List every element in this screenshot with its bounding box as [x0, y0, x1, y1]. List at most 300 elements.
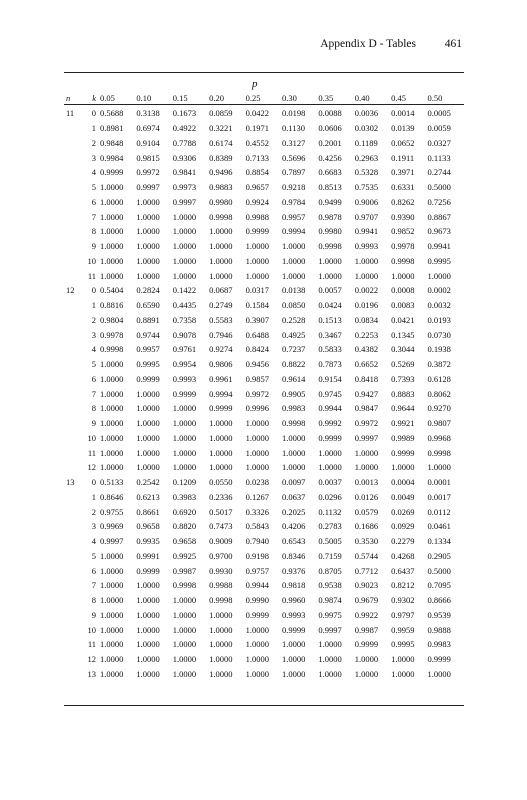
n-cell [64, 342, 80, 357]
value-cell: 0.2824 [136, 285, 160, 296]
k-cell: 7 [91, 580, 96, 591]
table-row [64, 180, 464, 195]
value-cell: 0.9957 [136, 344, 160, 355]
value-cell: 0.8816 [100, 300, 124, 311]
table-row [64, 372, 464, 387]
value-cell: 0.9972 [136, 167, 160, 178]
value-cell: 1.0000 [172, 447, 197, 458]
value-cell: 0.5000 [427, 565, 451, 576]
value-cell: 1.0000 [100, 255, 124, 266]
value-cell: 0.9390 [391, 211, 415, 222]
k-cell: 5 [91, 550, 96, 561]
value-cell: 1.0000 [427, 462, 451, 473]
value-cell: 1.0000 [100, 359, 124, 370]
value-cell: 0.0834 [354, 314, 379, 325]
value-cell: 0.6652 [354, 359, 379, 370]
value-cell: 1.0000 [100, 226, 124, 237]
value-cell: 0.9944 [245, 580, 269, 591]
value-cell: 1.0000 [172, 403, 197, 414]
value-cell: 1.0000 [100, 373, 124, 384]
n-cell [64, 431, 80, 446]
value-cell: 0.9270 [427, 403, 451, 414]
value-cell: 1.0000 [318, 462, 342, 473]
value-cell: 0.0037 [318, 477, 342, 488]
value-cell: 0.8705 [318, 565, 342, 576]
value-cell: 0.9993 [281, 609, 306, 620]
value-cell: 0.8867 [427, 211, 451, 222]
k-header: k [92, 92, 96, 103]
n-cell [64, 313, 80, 328]
value-cell: 0.7133 [245, 152, 269, 163]
value-cell: 0.0859 [209, 108, 233, 119]
value-cell: 1.0000 [172, 609, 197, 620]
value-cell: 0.6920 [172, 506, 197, 517]
value-cell: 0.5843 [245, 521, 269, 532]
value-cell: 0.0112 [427, 506, 451, 517]
n-cell [64, 209, 80, 224]
value-cell: 0.9998 [100, 344, 124, 355]
value-cell: 1.0000 [100, 270, 124, 281]
table-row [64, 534, 464, 549]
value-cell: 0.0550 [209, 477, 233, 488]
n-cell [64, 180, 80, 195]
value-cell: 1.0000 [100, 550, 124, 561]
value-cell: 0.9999 [209, 403, 233, 414]
value-cell: 0.0850 [281, 300, 306, 311]
value-cell: 0.9972 [354, 418, 379, 429]
value-cell: 0.0327 [427, 137, 451, 148]
k-cell: 10 [87, 624, 96, 635]
table-row [64, 401, 464, 416]
value-cell: 0.8891 [136, 314, 160, 325]
value-cell: 0.2001 [318, 137, 342, 148]
value-cell: 0.9941 [427, 241, 451, 252]
value-cell: 1.0000 [136, 624, 160, 635]
n-cell [64, 386, 80, 401]
running-header [64, 38, 462, 54]
value-cell: 0.7473 [209, 521, 233, 532]
value-cell: 0.9930 [209, 565, 233, 576]
p-header: 0.35 [318, 92, 334, 103]
value-cell: 0.9644 [391, 403, 415, 414]
value-cell: 1.0000 [172, 462, 197, 473]
value-cell: 0.2542 [136, 477, 160, 488]
value-cell: 0.6331 [391, 182, 415, 193]
value-cell: 1.0000 [100, 432, 124, 443]
value-cell: 1.0000 [136, 609, 160, 620]
value-cell: 0.9941 [354, 226, 379, 237]
value-cell: 1.0000 [172, 211, 197, 222]
n-cell [64, 224, 80, 239]
value-cell: 0.9975 [318, 609, 342, 620]
value-cell: 0.0929 [391, 521, 415, 532]
table-row [64, 386, 464, 401]
value-cell: 1.0000 [136, 241, 160, 252]
value-cell: 1.0000 [100, 388, 124, 399]
value-cell: 0.8822 [281, 359, 306, 370]
n-cell [64, 165, 80, 180]
value-cell: 1.0000 [172, 639, 197, 650]
value-cell: 0.9807 [427, 418, 451, 429]
value-cell: 1.0000 [281, 639, 306, 650]
header-rule [64, 104, 464, 105]
k-cell: 2 [91, 137, 96, 148]
value-cell: 0.9995 [136, 359, 160, 370]
value-cell: 0.1132 [318, 506, 342, 517]
value-cell: 0.0637 [281, 491, 306, 502]
n-cell [64, 593, 80, 608]
value-cell: 1.0000 [136, 226, 160, 237]
value-cell: 1.0000 [354, 270, 379, 281]
table-row [64, 667, 464, 682]
n-cell [64, 136, 80, 151]
value-cell: 0.9944 [318, 403, 342, 414]
n-cell [64, 327, 80, 342]
value-cell: 0.9983 [281, 403, 306, 414]
value-cell: 0.0057 [318, 285, 342, 296]
k-cell: 12 [87, 654, 96, 665]
p-header: 0.15 [172, 92, 188, 103]
value-cell: 1.0000 [281, 654, 306, 665]
value-cell: 0.2963 [354, 152, 379, 163]
value-cell: 1.0000 [100, 639, 124, 650]
table-row [64, 106, 464, 121]
value-cell: 0.9078 [172, 329, 197, 340]
value-cell: 0.9959 [391, 624, 415, 635]
value-cell: 0.1513 [318, 314, 342, 325]
value-cell: 0.7159 [318, 550, 342, 561]
n-cell [64, 357, 80, 372]
p-header: 0.45 [391, 92, 406, 103]
value-cell: 0.9997 [100, 536, 124, 547]
k-cell: 0 [91, 285, 96, 296]
table-row [64, 593, 464, 608]
k-cell: 8 [91, 403, 96, 414]
value-cell: 1.0000 [245, 624, 269, 635]
value-cell: 0.9755 [100, 506, 124, 517]
k-cell: 11 [87, 447, 96, 458]
value-cell: 0.6590 [136, 300, 160, 311]
value-cell: 1.0000 [281, 447, 306, 458]
value-cell: 0.1334 [427, 536, 451, 547]
value-cell: 0.9998 [172, 580, 197, 591]
n-cell [64, 150, 80, 165]
value-cell: 1.0000 [209, 432, 233, 443]
value-cell: 0.1130 [281, 123, 306, 134]
n-cell [64, 504, 80, 519]
value-cell: 0.5000 [427, 182, 451, 193]
value-cell: 0.9538 [318, 580, 342, 591]
n-cell [64, 372, 80, 387]
table-row [64, 504, 464, 519]
n-cell: 11 [66, 108, 75, 119]
value-cell: 0.2253 [354, 329, 379, 340]
header-title: Appendix D - Tables [320, 38, 416, 50]
value-cell: 0.4552 [245, 137, 269, 148]
value-cell: 0.9658 [136, 521, 160, 532]
value-cell: 1.0000 [209, 462, 233, 473]
value-cell: 0.0198 [281, 108, 306, 119]
value-cell: 1.0000 [209, 447, 233, 458]
table-row [64, 195, 464, 210]
value-cell: 0.3044 [391, 344, 415, 355]
value-cell: 1.0000 [136, 196, 160, 207]
table-row [64, 136, 464, 151]
value-cell: 0.4256 [318, 152, 342, 163]
k-cell: 7 [91, 211, 96, 222]
value-cell: 0.9745 [318, 388, 342, 399]
value-cell: 0.0008 [391, 285, 415, 296]
table-row [64, 578, 464, 593]
value-cell: 0.1209 [172, 477, 197, 488]
value-cell: 1.0000 [100, 654, 124, 665]
value-cell: 1.0000 [100, 403, 124, 414]
value-cell: 0.9957 [281, 211, 306, 222]
value-cell: 0.6128 [427, 373, 451, 384]
value-cell: 0.3907 [245, 314, 269, 325]
value-cell: 0.9960 [281, 595, 306, 606]
value-cell: 0.9496 [209, 167, 233, 178]
value-cell: 0.8262 [391, 196, 415, 207]
value-cell: 1.0000 [136, 580, 160, 591]
value-cell: 0.0049 [391, 491, 415, 502]
value-cell: 0.9456 [245, 359, 269, 370]
value-cell: 0.0097 [281, 477, 306, 488]
value-cell: 1.0000 [281, 462, 306, 473]
value-cell: 0.3127 [281, 137, 306, 148]
table-row [64, 519, 464, 534]
n-cell [64, 298, 80, 313]
value-cell: 0.8424 [245, 344, 269, 355]
value-cell: 0.7712 [354, 565, 379, 576]
value-cell: 0.9997 [172, 196, 197, 207]
value-cell: 0.1686 [354, 521, 379, 532]
p-header: 0.40 [354, 92, 370, 103]
p-header: 0.05 [100, 92, 115, 103]
n-cell [64, 445, 80, 460]
value-cell: 0.3983 [172, 491, 197, 502]
value-cell: 0.0083 [391, 300, 415, 311]
n-cell [64, 239, 80, 254]
value-cell: 0.9983 [427, 639, 451, 650]
value-cell: 1.0000 [172, 270, 197, 281]
value-cell: 0.0730 [427, 329, 451, 340]
value-cell: 0.9998 [209, 211, 233, 222]
value-cell: 1.0000 [172, 241, 197, 252]
n-cell [64, 637, 80, 652]
k-cell: 4 [91, 344, 96, 355]
value-cell: 0.0193 [427, 314, 451, 325]
n-cell [64, 416, 80, 431]
value-cell: 0.9841 [172, 167, 197, 178]
value-cell: 1.0000 [172, 418, 197, 429]
value-cell: 0.9994 [281, 226, 306, 237]
table-row [64, 563, 464, 578]
value-cell: 0.7095 [427, 580, 451, 591]
value-cell: 0.0606 [318, 123, 342, 134]
value-cell: 0.9218 [281, 182, 306, 193]
value-cell: 0.3221 [209, 123, 233, 134]
k-cell: 1 [91, 491, 96, 502]
value-cell: 0.8062 [427, 388, 451, 399]
n-cell [64, 563, 80, 578]
value-cell: 0.9999 [100, 167, 124, 178]
value-cell: 1.0000 [318, 654, 342, 665]
n-cell [64, 195, 80, 210]
value-cell: 1.0000 [209, 609, 233, 620]
k-cell: 4 [91, 536, 96, 547]
value-cell: 0.9815 [136, 152, 160, 163]
value-cell: 0.8513 [318, 182, 342, 193]
value-cell: 0.9999 [245, 609, 269, 620]
value-cell: 0.9878 [318, 211, 342, 222]
value-cell: 0.1189 [354, 137, 378, 148]
value-cell: 0.9306 [172, 152, 197, 163]
value-cell: 0.9987 [172, 565, 197, 576]
value-cell: 0.0652 [391, 137, 415, 148]
value-cell: 0.9009 [209, 536, 233, 547]
value-cell: 0.5404 [100, 285, 124, 296]
value-cell: 0.0059 [427, 123, 451, 134]
value-cell: 1.0000 [136, 639, 160, 650]
value-cell: 0.9784 [281, 196, 306, 207]
value-cell: 0.0002 [427, 285, 451, 296]
value-cell: 0.9999 [354, 639, 379, 650]
k-cell: 11 [87, 639, 96, 650]
value-cell: 0.0032 [427, 300, 451, 311]
value-cell: 0.9848 [100, 137, 124, 148]
table-row [64, 121, 464, 136]
value-cell: 0.3467 [318, 329, 342, 340]
value-cell: 1.0000 [427, 668, 451, 679]
value-cell: 1.0000 [136, 668, 160, 679]
k-cell: 3 [91, 329, 96, 340]
k-cell: 3 [91, 521, 96, 532]
value-cell: 0.9980 [318, 226, 342, 237]
table-body [64, 106, 464, 681]
value-cell: 1.0000 [100, 418, 124, 429]
value-cell: 0.2783 [318, 521, 342, 532]
value-cell: 0.0421 [391, 314, 415, 325]
value-cell: 1.0000 [100, 668, 124, 679]
value-cell: 0.0138 [281, 285, 306, 296]
value-cell: 0.9989 [391, 432, 415, 443]
value-cell: 1.0000 [318, 447, 342, 458]
n-cell [64, 254, 80, 269]
value-cell: 1.0000 [245, 462, 269, 473]
value-cell: 0.4268 [391, 550, 415, 561]
value-cell: 0.8666 [427, 595, 451, 606]
k-cell: 10 [87, 432, 96, 443]
value-cell: 0.7393 [391, 373, 415, 384]
value-cell: 0.9023 [354, 580, 379, 591]
table-row [64, 460, 464, 475]
value-cell: 0.9707 [354, 211, 379, 222]
value-cell: 0.0317 [245, 285, 269, 296]
n-cell [64, 608, 80, 623]
value-cell: 0.9744 [136, 329, 160, 340]
value-cell: 1.0000 [136, 462, 160, 473]
table-row [64, 165, 464, 180]
k-cell: 1 [91, 300, 96, 311]
k-cell: 0 [91, 108, 96, 119]
value-cell: 1.0000 [245, 654, 269, 665]
k-cell: 6 [91, 196, 96, 207]
value-cell: 0.9997 [318, 624, 342, 635]
value-cell: 0.0005 [427, 108, 451, 119]
value-cell: 0.5833 [318, 344, 342, 355]
value-cell: 0.5583 [209, 314, 233, 325]
n-cell [64, 549, 80, 564]
value-cell: 0.0296 [318, 491, 342, 502]
value-cell: 0.9539 [427, 609, 451, 620]
value-cell: 0.0302 [354, 123, 379, 134]
n-cell [64, 578, 80, 593]
value-cell: 1.0000 [136, 211, 160, 222]
value-cell: 1.0000 [245, 255, 269, 266]
table-bottom-rule [64, 705, 464, 706]
value-cell: 0.9998 [318, 241, 342, 252]
table-row [64, 298, 464, 313]
n-cell [64, 401, 80, 416]
value-cell: 0.7358 [172, 314, 197, 325]
value-cell: 0.0126 [354, 491, 379, 502]
value-cell: 1.0000 [100, 595, 124, 606]
value-cell: 1.0000 [136, 595, 160, 606]
value-cell: 1.0000 [100, 196, 124, 207]
value-cell: 0.5017 [209, 506, 233, 517]
value-cell: 0.9006 [354, 196, 379, 207]
value-cell: 0.9818 [281, 580, 306, 591]
value-cell: 0.0004 [391, 477, 415, 488]
value-cell: 0.9614 [281, 373, 306, 384]
value-cell: 1.0000 [100, 182, 124, 193]
k-cell: 6 [91, 373, 96, 384]
table-row [64, 254, 464, 269]
value-cell: 0.9499 [318, 196, 342, 207]
value-cell: 0.7946 [209, 329, 233, 340]
value-cell: 0.9998 [427, 447, 451, 458]
value-cell: 1.0000 [391, 654, 415, 665]
value-cell: 0.9995 [391, 639, 415, 650]
value-cell: 1.0000 [136, 432, 160, 443]
value-cell: 1.0000 [209, 654, 233, 665]
value-cell: 1.0000 [136, 403, 160, 414]
value-cell: 0.9999 [281, 624, 306, 635]
value-cell: 0.9679 [354, 595, 379, 606]
value-cell: 1.0000 [136, 447, 160, 458]
n-cell [64, 121, 80, 136]
value-cell: 0.2744 [427, 167, 451, 178]
value-cell: 0.7940 [245, 536, 269, 547]
value-cell: 0.9968 [427, 432, 451, 443]
n-cell [64, 652, 80, 667]
value-cell: 0.9274 [209, 344, 233, 355]
value-cell: 0.9961 [209, 373, 233, 384]
value-cell: 1.0000 [245, 447, 269, 458]
value-cell: 0.0424 [318, 300, 342, 311]
value-cell: 0.9874 [318, 595, 342, 606]
value-cell: 0.0238 [245, 477, 269, 488]
table-row [64, 652, 464, 667]
value-cell: 0.9797 [391, 609, 415, 620]
value-cell: 0.3326 [245, 506, 269, 517]
value-cell: 1.0000 [354, 668, 379, 679]
value-cell: 0.9999 [136, 565, 160, 576]
value-cell: 1.0000 [354, 462, 379, 473]
value-cell: 0.9995 [427, 255, 451, 266]
value-cell: 0.9104 [136, 137, 160, 148]
